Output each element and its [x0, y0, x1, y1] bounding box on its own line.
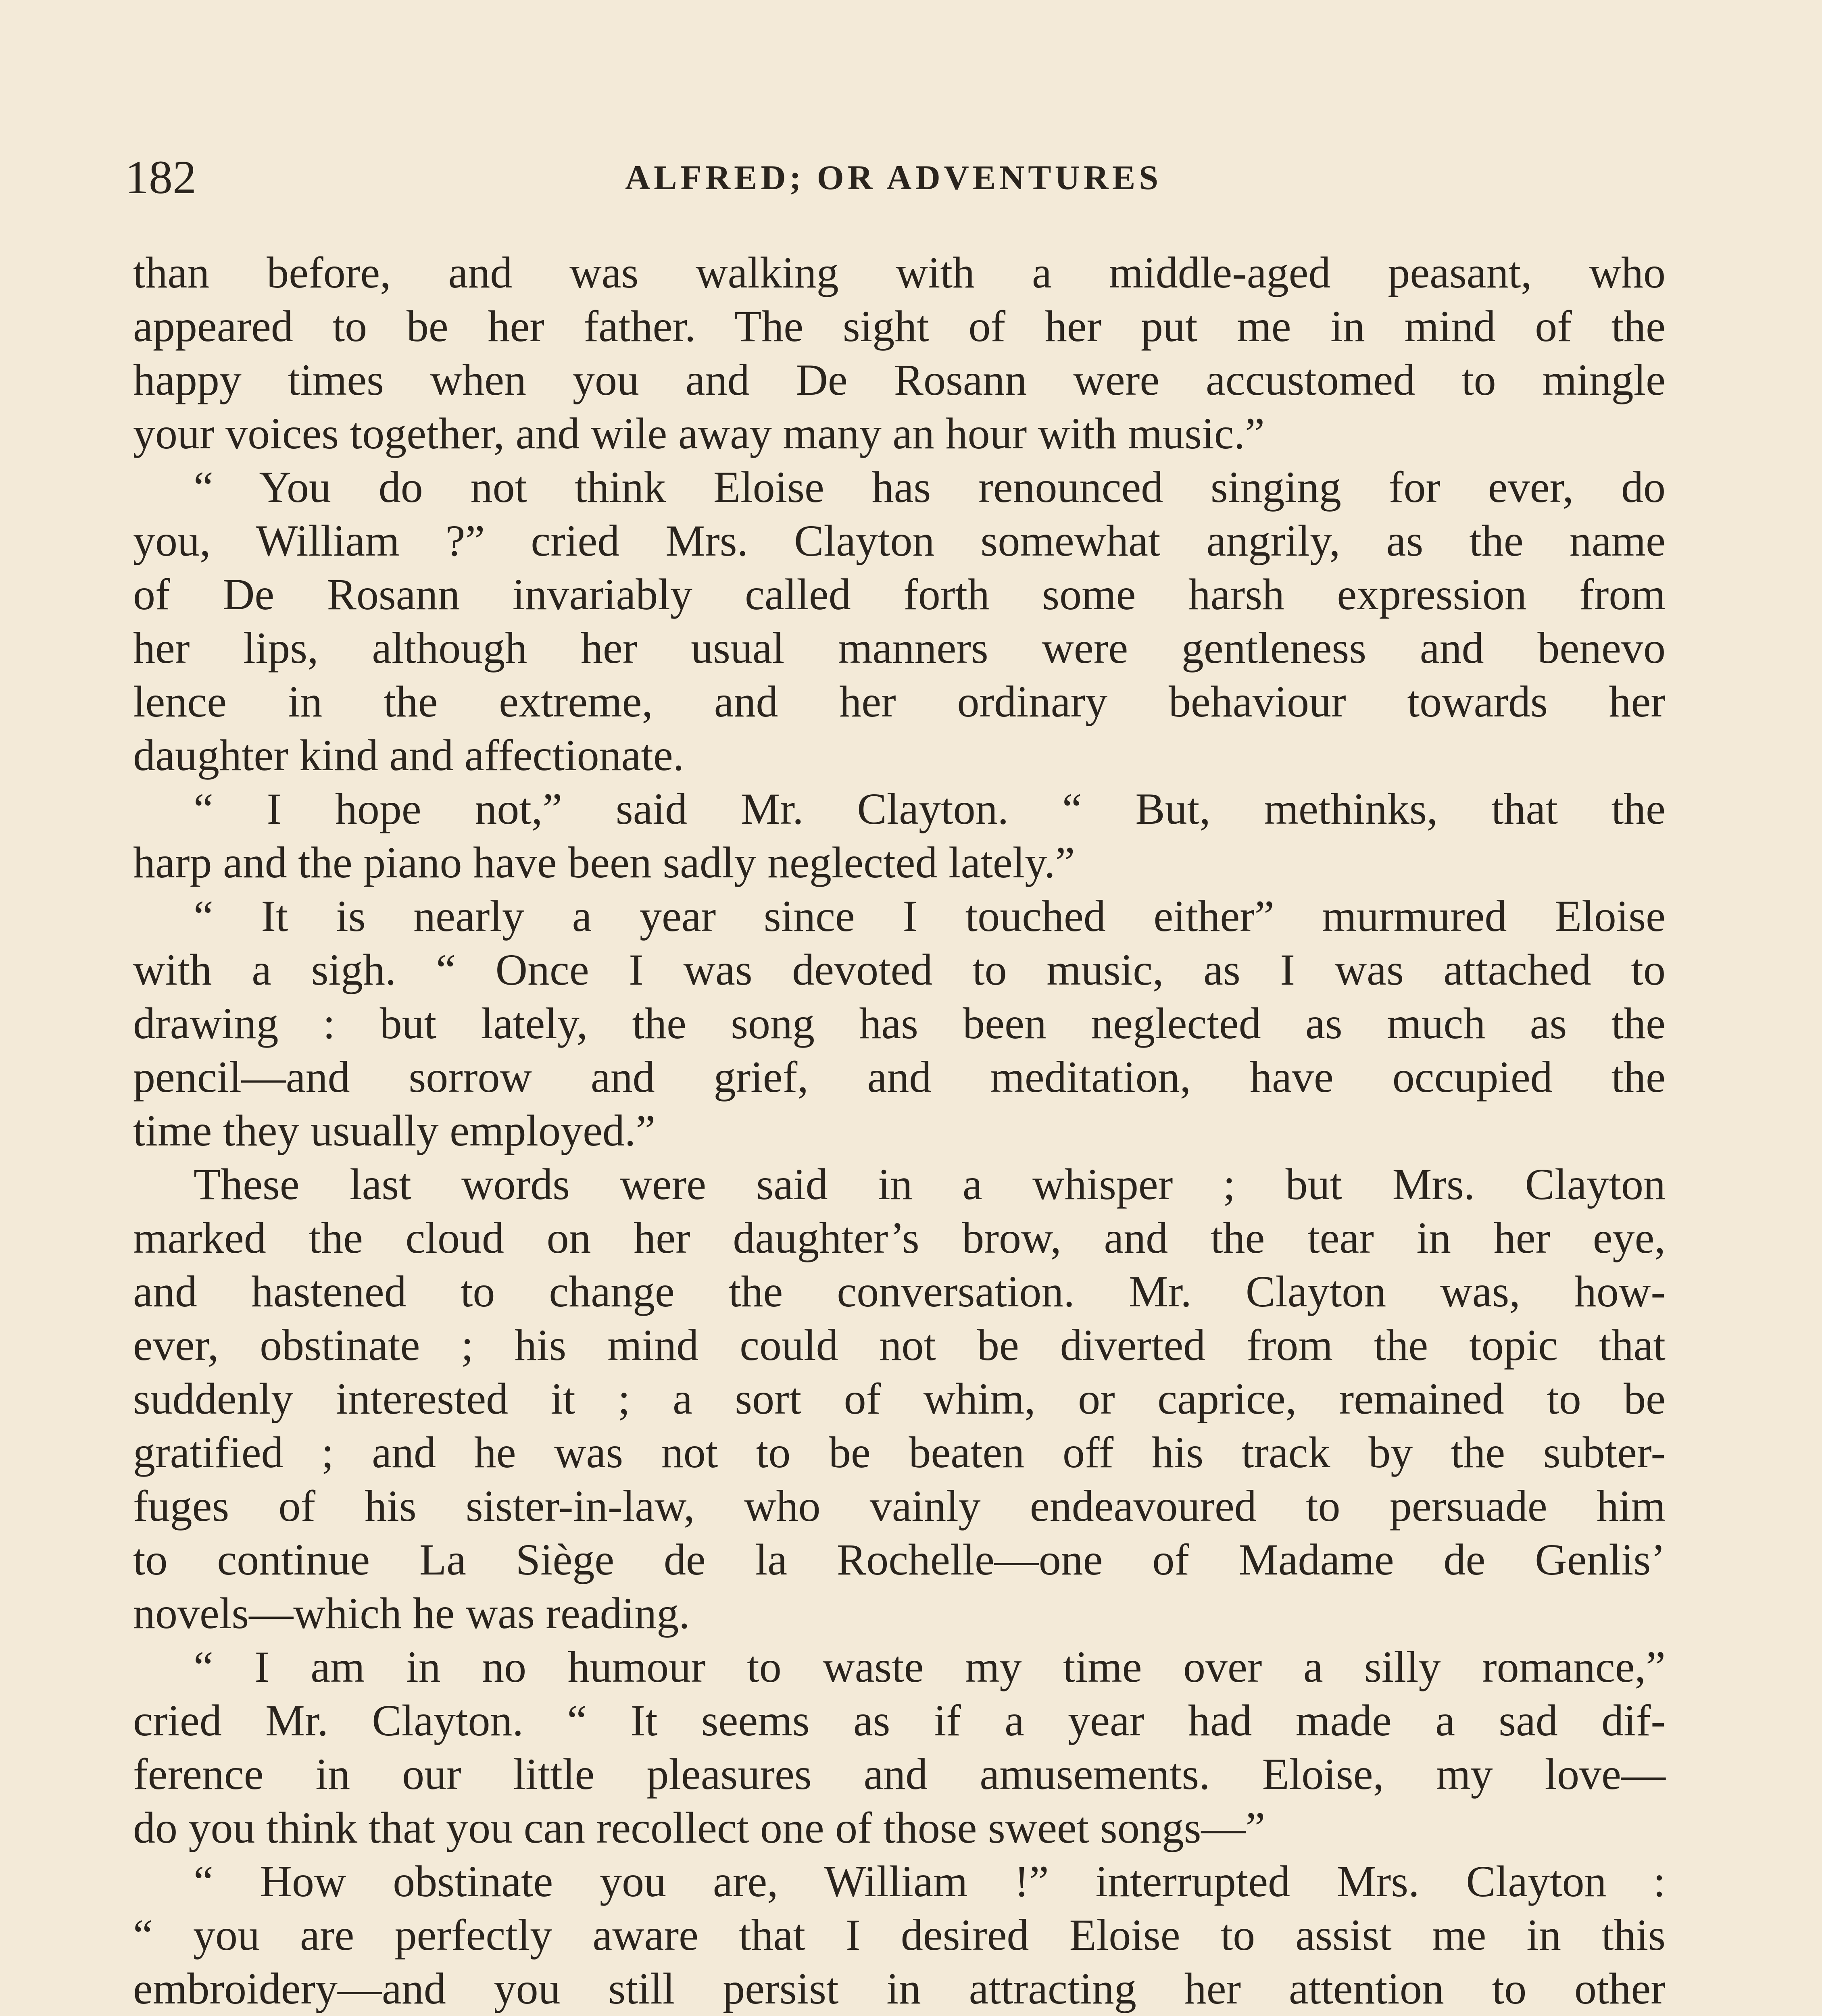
- text-line: “ You do not think Eloise has renounced singing for ever, do: [194, 462, 1666, 512]
- text-line: happy times when you and De Rosann were accustomed to mingle: [133, 355, 1666, 404]
- text-line: gratified ; and he was not to be beaten off his track by the subter-: [133, 1428, 1666, 1477]
- text-line: drawing : but lately, the song has been neglected as much as the: [133, 999, 1666, 1048]
- text-line: cried Mr. Clayton. “ It seems as if a year had made a sad dif-: [133, 1696, 1666, 1745]
- text-line: your voices together, and wile away many an hour with music.”: [133, 409, 1265, 458]
- text-line: marked the cloud on her daughter’s brow, and the tear in her eye,: [133, 1213, 1666, 1262]
- text-line: with a sigh. “ Once I was devoted to music, as I was attached to: [133, 945, 1666, 994]
- text-line: “ you are perfectly aware that I desired Eloise to assist me in this: [133, 1910, 1666, 1960]
- text-line: fuges of his sister-in-law, who vainly endeavoured to persuade him: [133, 1481, 1666, 1531]
- text-line: pencil—and sorrow and grief, and meditation, have occupied the: [133, 1052, 1666, 1102]
- text-line: “ I am in no humour to waste my time over a silly romance,”: [194, 1642, 1666, 1691]
- text-line: novels—which he was reading.: [133, 1589, 690, 1638]
- text-line: “ It is nearly a year since I touched either” murmured Eloise: [194, 891, 1666, 941]
- text-line: lence in the extreme, and her ordinary behaviour towards her: [133, 677, 1666, 726]
- page-header: [125, 145, 1701, 210]
- text-line: These last words were said in a whisper ; but Mrs. Clayton: [194, 1160, 1666, 1209]
- text-line: time they usually employed.”: [133, 1106, 656, 1155]
- text-line: suddenly interested it ; a sort of whim, or caprice, remained to be: [133, 1374, 1666, 1423]
- text-line: her lips, although her usual manners were gentleness and benevo: [133, 623, 1666, 673]
- text-line: you, William ?” cried Mrs. Clayton somewhat angrily, as the name: [133, 516, 1666, 565]
- body-text: [133, 246, 1666, 2016]
- text-line: daughter kind and affectionate.: [133, 731, 684, 780]
- text-line: ference in our little pleasures and amusements. Eloise, my love—: [133, 1749, 1666, 1799]
- text-line: and hastened to change the conversation. Mr. Clayton was, how-: [133, 1267, 1666, 1316]
- text-line: do you think that you can recollect one of those sweet songs—”: [133, 1803, 1265, 1852]
- text-line: ever, obstinate ; his mind could not be diverted from the topic that: [133, 1320, 1666, 1370]
- page-number: 182: [125, 151, 196, 204]
- text-line: than before, and was walking with a middle-aged peasant, who: [133, 248, 1666, 297]
- text-line: embroidery—and you still persist in attracting her attention to other: [133, 1964, 1666, 2013]
- text-line: “ How obstinate you are, William !” interrupted Mrs. Clayton :: [194, 1857, 1666, 1906]
- text-line: “ I hope not,” said Mr. Clayton. “ But, methinks, that the: [194, 784, 1666, 833]
- text-line: to continue La Siège de la Rochelle—one of Madame de Genlis’: [133, 1535, 1666, 1584]
- text-line: appeared to be her father. The sight of her put me in mind of the: [133, 302, 1666, 351]
- text-line: of De Rosann invariably called forth some harsh expression from: [133, 570, 1666, 619]
- text-line: harp and the piano have been sadly neglected lately.”: [133, 838, 1075, 887]
- running-title: ALFRED; OR ADVENTURES: [625, 158, 1162, 197]
